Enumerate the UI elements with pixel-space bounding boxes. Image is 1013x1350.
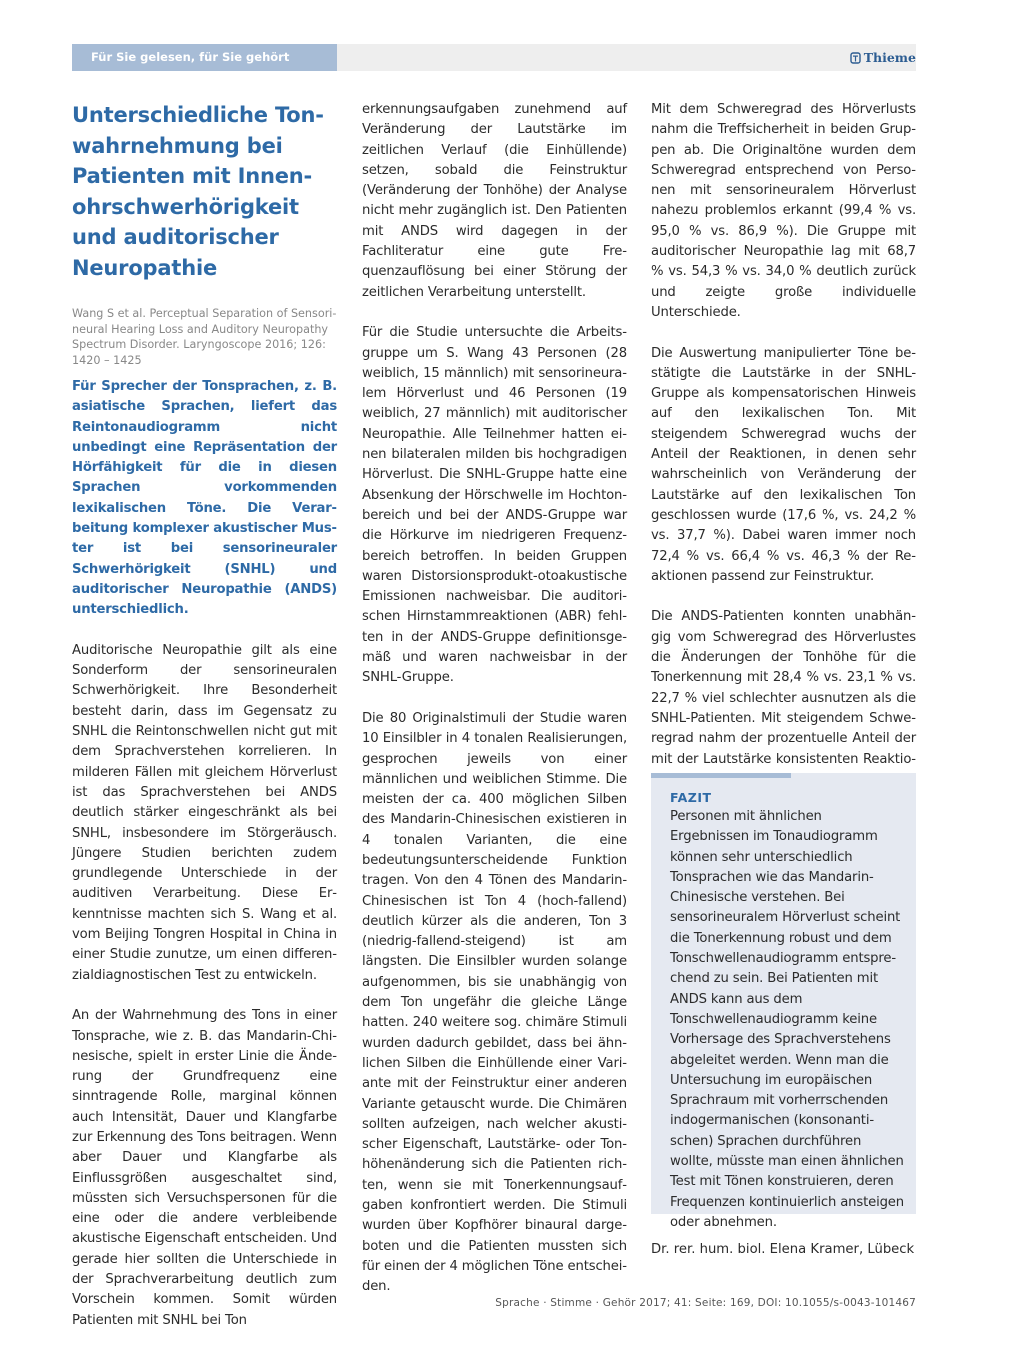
publisher-brand (850, 44, 916, 71)
fazit-box (651, 773, 916, 1230)
article-reference: Wang S et al. Perceptual Separation of Sensorineural Hearing Loss and Auditory Neuropathy Spectrum Disorder. Laryngoscope 2016; 126: 1420 – 1425 (72, 307, 337, 367)
section-tag: Für Sie gelesen, für Sie gehört (72, 44, 337, 71)
paragraph-7: Die ANDS-Patienten konnten unabhängig vom Schweregrad des Hörverlustes die Änderungen der Tonhöhe für die Tonerkennung mit 28,4 % vs. 23,1 % vs. 22,7 % viel schlechter ausnutzen als die SNHL-Patienten. Mit steigendem Schweregrad nahm der prozentuelle Anteil der mit der Lautstärke konsistenten Reaktio (651, 609, 916, 767)
column-3 (651, 100, 916, 790)
footer-citation: Sprache · Stimme · Gehör 2017; 41: Seite: 169, DOI: 10.1055/s-0043-101467 (495, 1297, 916, 1309)
paragraph-2-continued: erkennungsaufgaben zunehmend auf Veränderung der Lautstärke im zeitlichen Verlauf (die Einhüllende) setzen, sobald die Feinstruktur (Veränderung der Tonhöhe) der Analyse nicht mehr zugänglich ist. Den Patienten mit ANDS wird dagegen in der Fachliteratur eine gute Frequenzauflösung bei einer Störung der zeitlichen Verarbeitung unterstellt. (362, 102, 627, 300)
fazit-text: Personen mit ähnlichen Ergebnissen im Tonaudiogramm können sehr unterschiedlich Tonsprachen wie das Mandarin-Chinesische verstehen. Bei sensorineuralem Hörverlust scheint die Tonerkennung robust und dem Tonschwellenaudiogramm entsprechend zu sein. Bei Patienten mit ANDS kann aus dem Tonschwellenaudiogramm keine Vorhersage des Sprachverstehens abgeleitet werden. Wenn man die Untersuchung im europäischen Sprachraum mit vorherrschenden indogermanischen (konsonantischen) Sprachen durchführen wollte, müsste man einen ähnlichen Test mit Tönen konstruieren, deren Frequenzen kontinuierlich ansteigen oder abnehmen. (670, 809, 904, 1230)
paragraph-2: An der Wahrnehmung des Tons in einer Tonsprache, wie z. B. das Mandarin-Chinesische, spielt in erster Linie die Änderung der Grundfrequenz eine sinntragende Rolle, marginal können auch Intensität, Dauer und Klangfarbe zur Erkennung des Tons beitragen. Wenn aber Dauer und Klangfarbe als Einflussgrößen ausgeschaltet sind, müssten sich Versuchspersonen für die eine oder die andere verbleibende akustische Eigenschaft entscheiden. Und gerade hier sollten die Unterschiede in der Sprachverarbeitung deutlich zum Vorschein kommen. Somit würden Patienten mit SNHL bei Ton (72, 1008, 337, 1328)
paragraph-1: Auditorische Neuropathie gilt als eine Sonderform der sensorineuralen Schwerhörigkeit. Ihre Besonderheit besteht darin, dass im Gegensatz zu SNHL die Reintonschwellen nicht gut mit dem Sprachverstehen korrelieren. In milderen Fällen mit gleichem Hörverlust ist das Sprachverstehen bei ANDS deutlich stärker eingeschränkt als bei SNHL, insbesondere im Störgeräusch. Jüngere Studien berichten zudem grundlegende Unterschiede in der auditiven Verarbeitung. Diese Erkenntnisse machten sich S. Wang et al. vom Beijing Tongren Hospital in China in einer Studie zunutze, um einen differenzialdiagnostischen Test zu entwickeln. (72, 642, 337, 983)
paragraph-4: Die 80 Originalstimuli der Studie waren 10 Einsilbler in 4 tonalen Realisierungen, gesprochen jeweils von einer männlichen und weiblichen Stimme. Die meisten der ca. 400 möglichen Silben des Mandarin-Chinesischen existieren in 4 tonalen Varianten, die eine bedeutungsunterscheidende Funktion tragen. Von den 4 Tönen des Mandarin-Chinesischen ist Ton 4 (hoch-fallend) deutlich kürzer als die anderen, Ton 3 (niedrig-fallend-steigend) ist am längsten. Die Einsilbler wurden solange aufgenommen, bis sie unabhängig von dem Ton ungefähr die gleiche Länge hatten. 240 weitere sog. chimäre Stimuli wurden dadurch gebildet, dass bei ähnlichen Silben die Einhüllende einer Variante mit der Feinstruktur einer anderen Variante getauscht wurde. Die Chimären sollten aufzeigen, nach welcher akustischer Eigenschaft, Lautstärke- oder Tonhöhenänderung sich die Patienten richten, wenn sie mit Tonerkennungsaufgaben konfrontiert werden. Die Stimuli wurden über Kopfhörer binaural dargeboten und die Patienten mussten sich für einen der 4 möglichen Töne entscheiden. (362, 710, 627, 1295)
article-title: Unterschiedliche Tonwahrnehmung bei Patienten mit Innenohrschwerhörigkeit und auditorischer Neuropathie (72, 103, 324, 280)
article-author: Dr. rer. hum. biol. Elena Kramer, Lübeck (651, 1242, 915, 1257)
column-2-body (362, 100, 627, 1298)
thieme-logo-icon (850, 52, 861, 64)
column-1 (72, 100, 337, 1331)
paragraph-6: Die Auswertung manipulierter Töne bestätigte die Lautstärke in der SNHL-Gruppe als kompensatorischen Hinweis auf den lexikalischen Ton. Mit steigendem Schweregrad wuchs der Anteil der Reaktionen, in denen sehr wahrscheinlich von Veränderung der Lautstärke auf den lexikalischen Ton geschlossen wurde (17,6 %, vs. 24,2 % vs. 37,7 %). Dabei waren immer noch 72,4 % vs. 66,4 % vs. 46,3 % der Reaktionen passend zur Feinstruktur. (651, 345, 916, 584)
brand-name: Thieme (863, 50, 916, 65)
paragraph-3: Für die Studie untersuchte die Arbeitsgruppe um S. Wang 43 Personen (28 weiblich, 15 männlich) mit sensorineuralem Hörverlust und 46 Personen (19 weiblich, 27 männlich) mit auditorischer Neuropathie. Alle Teilnehmer hatten einen bilateralen milden bis hochgradigen Hörverlust. Die SNHL-Gruppe hatte eine Absenkung der Hörschwelle im Hochtonbereich und bei der ANDS-Gruppe war die Hörkurve im niedrigeren Frequenzbereich betroffen. In beiden Gruppen waren Distorsionsprodukt-otoakustische Emissionen nachweisbar. Die auditorischen Hirnstammreaktionen (ABR) fehlten in der ANDS-Gruppe definitionsgemäß und waren nachweisbar in der SNHL-Gruppe. (362, 325, 627, 686)
fazit-title: FAZIT (670, 790, 712, 805)
paragraph-5: Mit dem Schweregrad des Hörverlusts nahm die Treffsicherheit in beiden Gruppen ab. Die Originaltöne wurden dem Schweregrad entsprechend von Personen mit sensorineuralem Hörverlust nahezu problemlos erkannt (99,4 % vs. 95,0 % vs. 86,9 %). Die Gruppe mit auditorischer Neuropathie lag mit 68,7 % vs. 54,3 % vs. 34,0 % deutlich zurück und zeigte große individuelle Unterschiede. (651, 102, 916, 320)
fazit-accent-strip (651, 773, 791, 778)
article-lead: Für Sprecher der Tonsprachen, z. B. asiatische Sprachen, liefert das Reintonaudiogramm nicht unbedingt eine Repräsentation der Hörfähigkeit für die in diesen Sprachen vorkommenden lexikalischen Töne. Die Verarbeitung komplexer akustischer Muster ist bei sensorineuraler Schwerhörigkeit (SNHL) und auditorischer Neuropathie (ANDS) unterschiedlich. (72, 379, 337, 618)
